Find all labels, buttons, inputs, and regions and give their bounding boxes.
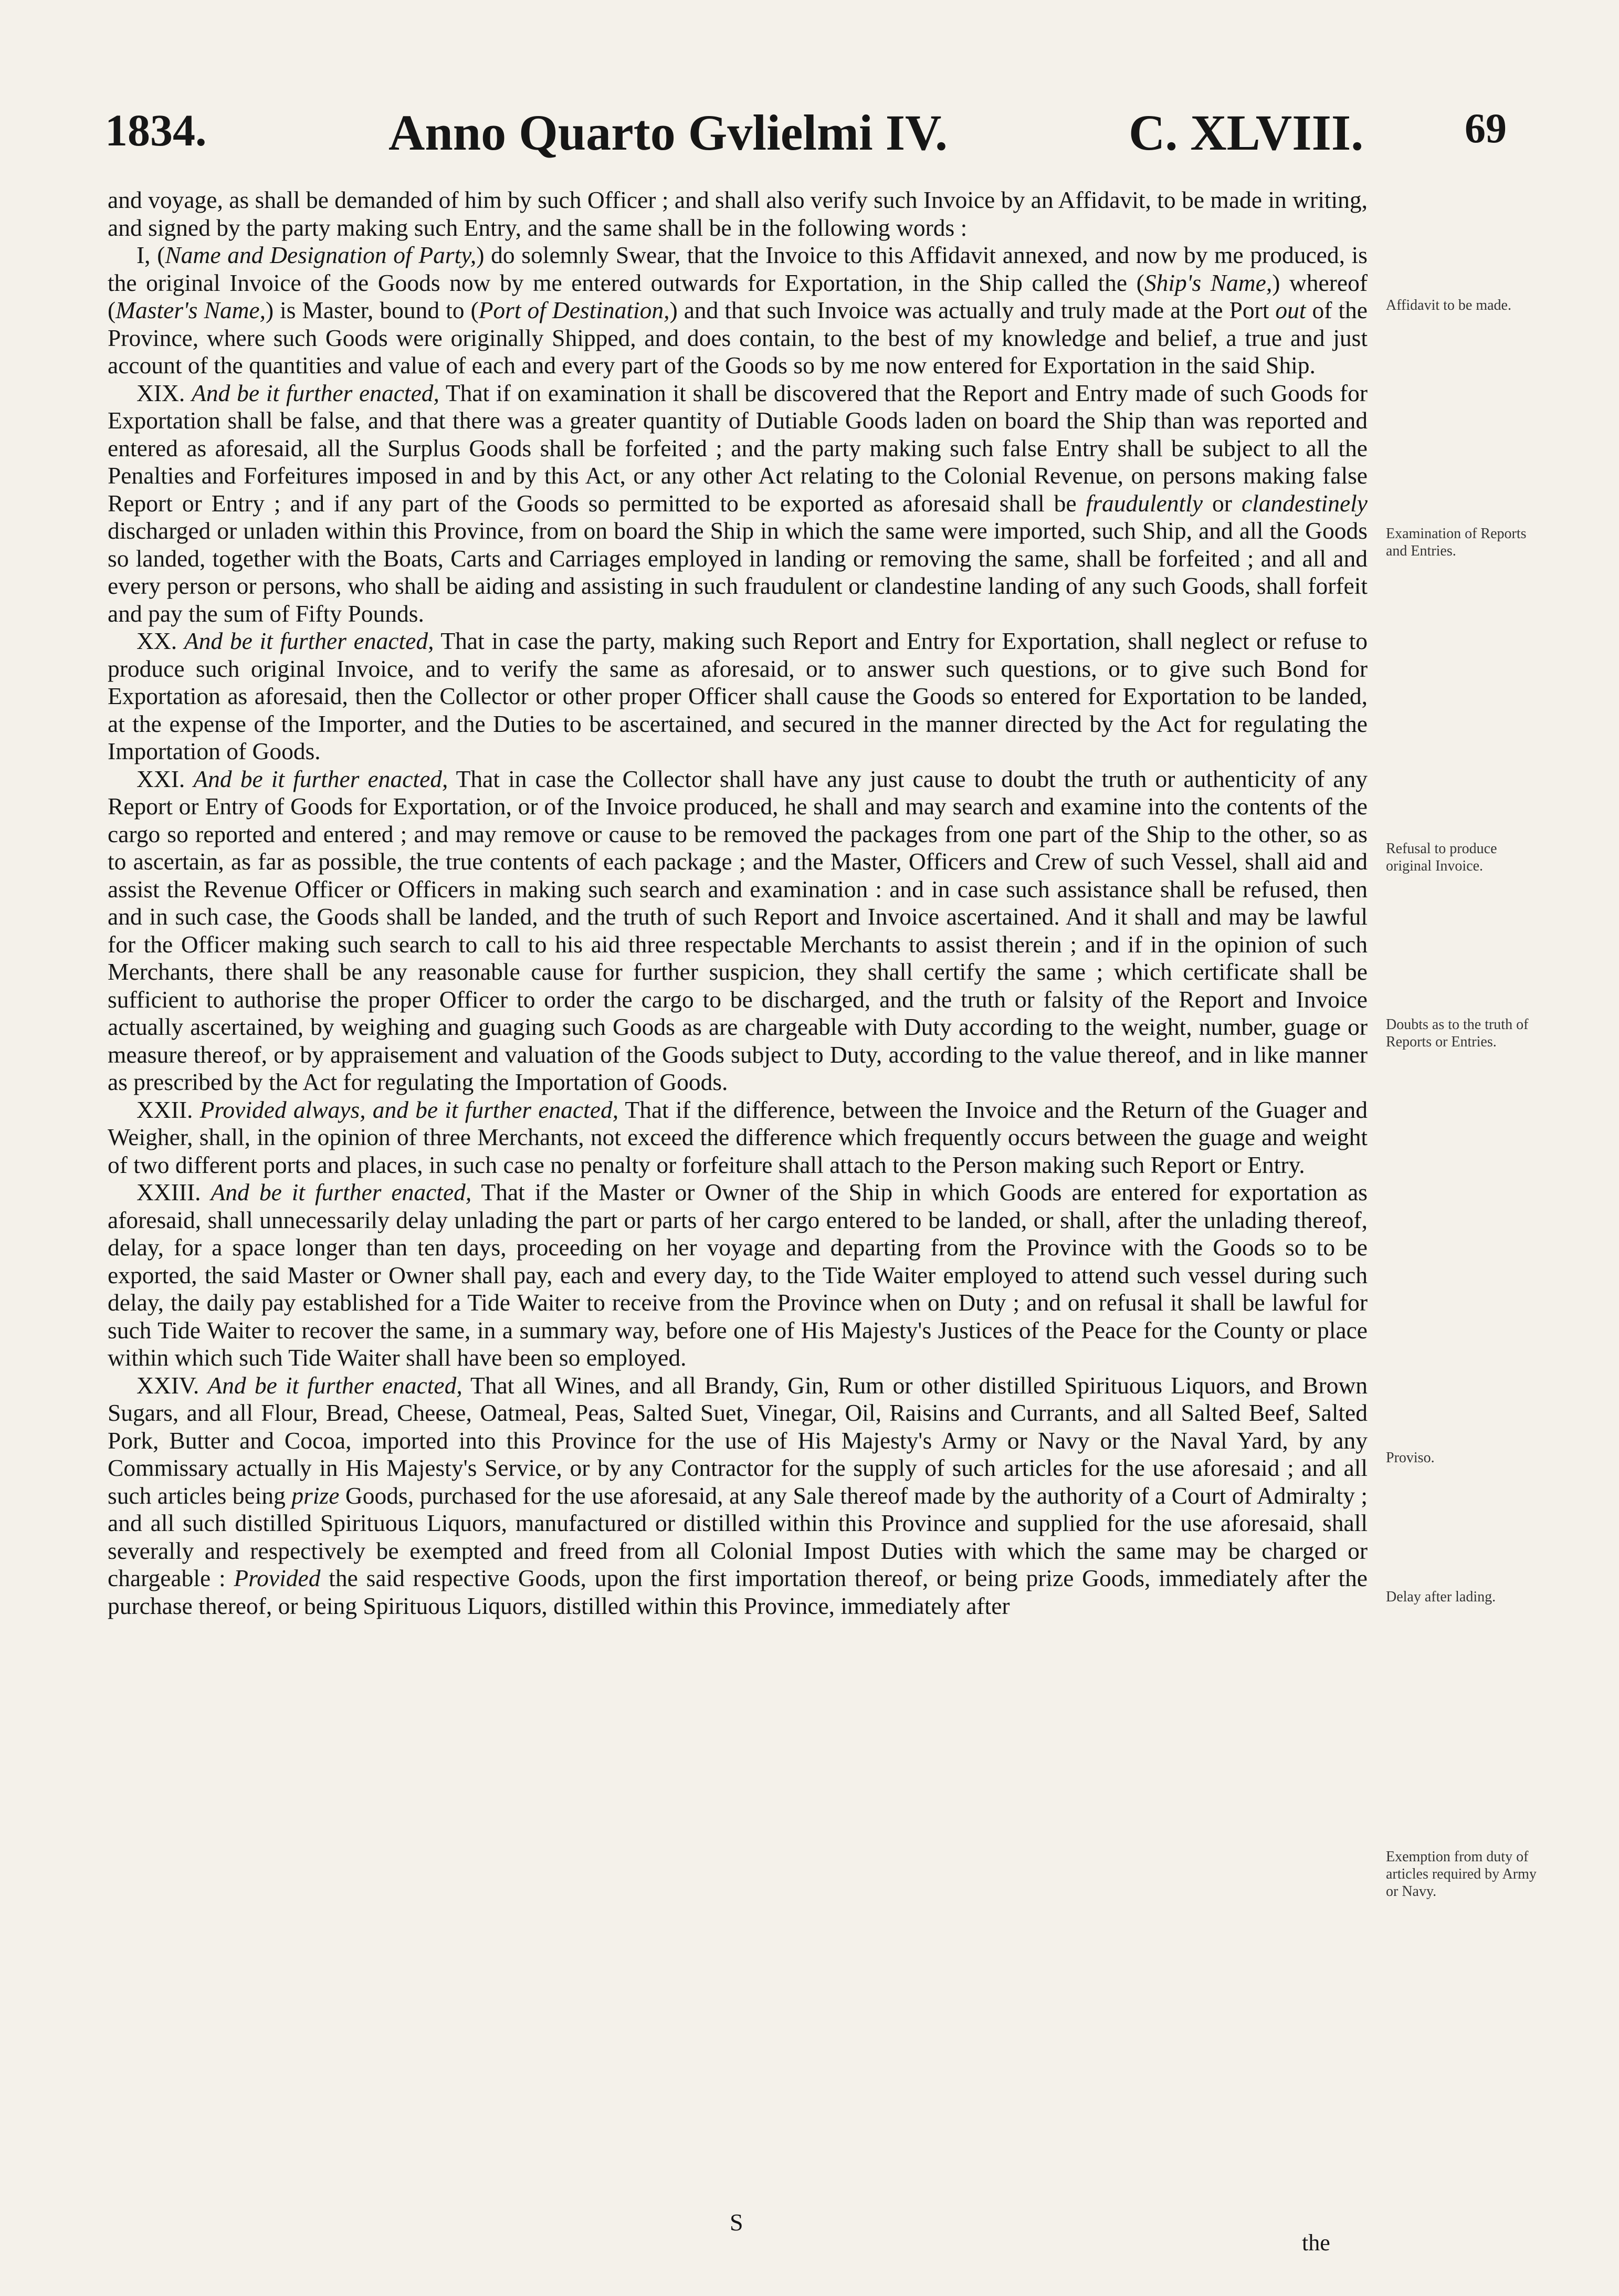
header-year: 1834. xyxy=(105,105,207,155)
margin-note-proviso: Proviso. xyxy=(1386,1450,1435,1466)
section-xxii: XXII. Provided always, and be it further enacted, That if the difference, between the Invoice and the Return of the Guager and Weigher, shall, in the opinion of three Merchants, not exceed the difference which frequently occurs between the guage and weight of two different ports and places, in such case no penalty or forfeiture shall attach to the Person making such Report or Entry. xyxy=(108,1096,1368,1178)
header-chapter: C. XLVIII. xyxy=(1129,104,1364,161)
margin-note-affidavit: Affidavit to be made. xyxy=(1386,297,1511,313)
section-xx: XX. And be it further enacted, That in case the party, making such Report and Entry for Exportation, shall neglect or refuse to produce such original Invoice, and to verify the same as aforesaid, or to answer such questions, or to give such Bond for Exportation as aforesaid, then the Collector or other proper Officer shall cause the Goods so entered for Exportation to be landed, at the expense of the Importer, and the Duties to be ascertained, and secured in the manner directed by the Act for regulating the Importation of Goods. xyxy=(108,627,1368,764)
paragraph-oath: I, (Name and Designation of Party,) do solemnly Swear, that the Invoice to this Affidavit annexed, and now by me produced, is the original Invoice of the Goods now by me entered outwards for Exportation, in the Ship called the (Ship's Name,) whereof (Master's Name,) is Master, bound to (Port of Destination,) and that such Invoice was actually and truly made at the Port out of the Province, where such Goods were originally Shipped, and does contain, to the best of my knowledge and belief, a true and just account of the quantities and value of each and every part of the Goods so by me now entered for Exportation in the said Ship. xyxy=(108,242,1368,379)
margin-note-exemption: Exemption from duty of articles required by Army or Navy. xyxy=(1386,1849,1537,1900)
section-xxiv: XXIV. And be it further enacted, That all Wines, and all Brandy, Gin, Rum or other distilled Spirituous Liquors, and Brown Sugars, and all Flour, Bread, Cheese, Oatmeal, Peas, Salted Suet, Vinegar, Oil, Raisins and Currants, and all Salted Beef, Salted Pork, Butter and Cocoa, imported into this Province for the use of His Majesty's Army or Navy or the Naval Yard, by any Commissary actually in His Majesty's Service, or by any Contractor for the supply of such articles for the use aforesaid ; and all such articles being prize Goods, purchased for the use aforesaid, at any Sale thereof made by the authority of a Court of Admiralty ; and all such distilled Spirituous Liquors, manufactured or distilled within this Province and supplied for the use aforesaid, shall severally and respectively be exempted and freed from all Colonial Impost Duties with which the same may be charged or chargeable : Provided the said respective Goods, upon the first importation thereof, or being prize Goods, immediately after the purchase thereof, or being Spirituous Liquors, distilled within this Province, immediately after xyxy=(108,1371,1368,1619)
body-text xyxy=(108,186,1368,1620)
section-xxiii: XXIII. And be it further enacted, That if the Master or Owner of the Ship in which Goods are entered for exportation as aforesaid, shall unnecessarily delay unlading the part or parts of her cargo entered to be landed, or shall, after the unlading thereof, delay, for a space longer than ten days, proceeding on her voyage and departing from the Province with the Goods so to be exported, the said Master or Owner shall pay, each and every day, to the Tide Waiter employed to attend such vessel during such delay, the daily pay established for a Tide Waiter to receive from the Province when on Duty ; and on refusal it shall be lawful for such Tide Waiter to recover the same, in a summary way, before one of His Majesty's Justices of the Peace for the County or place within which such Tide Waiter shall have been so employed. xyxy=(108,1179,1368,1371)
margin-note-examination: Examination of Reports and Entries. xyxy=(1386,526,1527,559)
header-page-number: 69 xyxy=(1465,106,1507,152)
margin-note-doubts: Doubts as to the truth of Reports or Entries. xyxy=(1386,1016,1529,1050)
section-xix: XIX. And be it further enacted, That if on examination it shall be discovered that the Report and Entry made of such Goods for Exportation shall be false, and that there was a greater quantity of Dutiable Goods laden on board the Ship than was reported and entered as aforesaid, all the Surplus Goods shall be forfeited ; and the party making such false Entry shall be subject to all the Penalties and Forfeitures imposed in and by this Act, or any other Act relating to the Colonial Revenue, on persons making false Report or Entry ; and if any part of the Goods so permitted to be exported as aforesaid shall be fraudulently or clandestinely discharged or unladen within this Province, from on board the Ship in which the same were imported, such Ship, and all the Goods so landed, together with the Boats, Carts and Carriages employed in landing or removing the same, shall be forfeited ; and all and every person or persons, who shall be aiding and assisting in such fraudulent or clandestine landing of any such Goods, shall forfeit and pay the sum of Fifty Pounds. xyxy=(108,379,1368,627)
margin-note-refusal: Refusal to produce original Invoice. xyxy=(1386,841,1497,874)
header-title: Anno Quarto Gvlielmi IV. xyxy=(388,104,948,161)
catchword: the xyxy=(1302,2230,1330,2256)
section-xxi: XXI. And be it further enacted, That in case the Collector shall have any just cause to doubt the truth or authenticity of any Report or Entry of Goods for Exportation, or of the Invoice produced, he shall and may search and examine into the contents of the cargo so reported and entered ; and may remove or cause to be removed the packages from one part of the Ship to the other, so as to ascertain, as far as possible, the true contents of each package ; and the Master, Officers and Crew of such Vessel, shall aid and assist the Revenue Officer or Officers in making such search and examination : and in case such assistance shall be refused, then and in such case, the Goods shall be landed, and the truth of such Report and Invoice ascertained. And it shall and may be lawful for the Officer making such search to call to his aid three respectable Merchants to assist therein ; and if in the opinion of such Merchants, there shall be any reasonable cause for further suspicion, they shall certify the same ; which certificate shall be sufficient to authorise the proper Officer to order the cargo to be discharged, and the truth or falsity of the Report and Invoice actually ascertained, by weighing and guaging such Goods as are chargeable with Duty according to the weight, number, guage or measure thereof, or by appraisement and valuation of the Goods subject to Duty, according to the value thereof, and in like manner as prescribed by the Act for regulating the Importation of Goods. xyxy=(108,765,1368,1095)
signature-mark: S xyxy=(730,2209,743,2236)
margin-note-delay: Delay after lading. xyxy=(1386,1589,1496,1605)
running-head xyxy=(0,104,1619,165)
paragraph-continuation: and voyage, as shall be demanded of him by such Officer ; and shall also verify such Invoice by an Affidavit, to be made in writing, and signed by the party making such Entry, and the same shall be in the following words : xyxy=(108,186,1368,241)
